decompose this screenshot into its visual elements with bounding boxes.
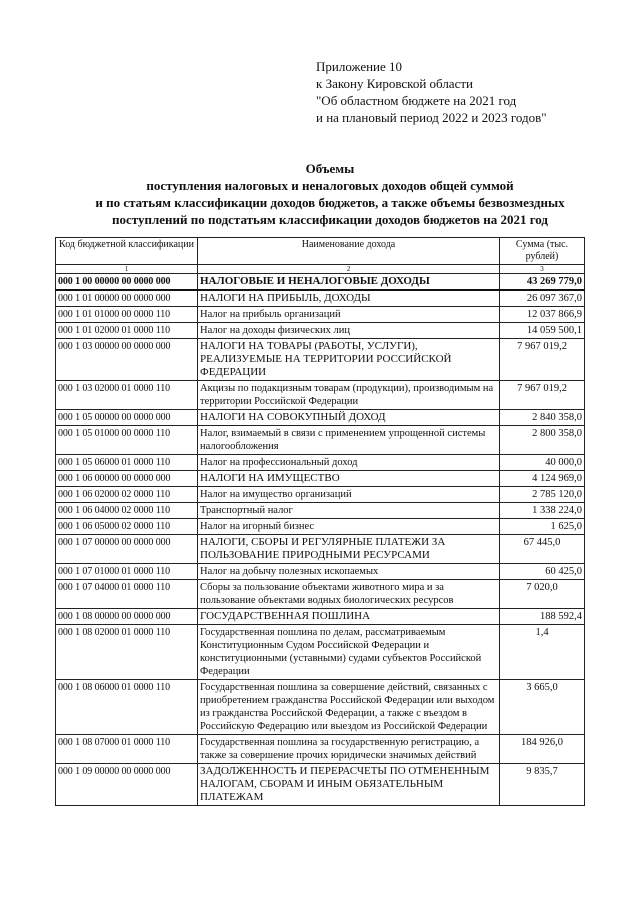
row-sum: 12 037 866,9: [500, 307, 585, 323]
title-line: поступлений по подстатьям классификации доходов бюджетов на 2021 год: [111, 212, 548, 227]
table-row: [56, 503, 585, 519]
row-code: 000 1 06 00000 00 0000 000: [56, 471, 198, 487]
header-code: Код бюджетной классификации: [56, 238, 198, 265]
row-code: 000 1 07 04000 01 0000 110: [56, 580, 198, 609]
table-header-row: [56, 238, 585, 265]
row-name: НАЛОГИ, СБОРЫ И РЕГУЛЯРНЫЕ ПЛАТЕЖИ ЗА ПОЛЬЗОВАНИЕ ПРИРОДНЫМИ РЕСУРСАМИ: [198, 535, 500, 564]
column-number: 2: [198, 265, 500, 274]
table-row: [56, 381, 585, 410]
row-name: НАЛОГИ НА ПРИБЫЛЬ, ДОХОДЫ: [198, 290, 500, 307]
row-code: 000 1 05 01000 00 0000 110: [56, 426, 198, 455]
row-code: 000 1 06 05000 02 0000 110: [56, 519, 198, 535]
row-sum: 26 097 367,0: [500, 290, 585, 307]
table-row: [56, 290, 585, 307]
row-code: 000 1 01 02000 01 0000 110: [56, 323, 198, 339]
document-title: [40, 160, 620, 228]
row-code: 000 1 06 04000 02 0000 110: [56, 503, 198, 519]
row-code: 000 1 05 06000 01 0000 110: [56, 455, 198, 471]
row-name: Налог на имущество организаций: [198, 487, 500, 503]
row-name: Акцизы по подакцизным товарам (продукции), производимым на территории Российской Федерации: [198, 381, 500, 410]
row-name: Налог на игорный бизнес: [198, 519, 500, 535]
row-code: 000 1 08 00000 00 0000 000: [56, 609, 198, 625]
row-sum: 2 840 358,0: [500, 410, 585, 426]
row-name: Налог на доходы физических лиц: [198, 323, 500, 339]
table-row: [56, 274, 585, 291]
row-sum: 43 269 779,0: [500, 274, 585, 291]
row-code: 000 1 08 02000 01 0000 110: [56, 625, 198, 680]
row-sum: 2 785 120,0: [500, 487, 585, 503]
row-sum: 40 000,0: [500, 455, 585, 471]
row-code: 000 1 01 00000 00 0000 000: [56, 290, 198, 307]
row-name: Государственная пошлина за государственную регистрацию, а также за совершение прочих юридически значимых действий: [198, 735, 500, 764]
row-name: НАЛОГИ НА ТОВАРЫ (РАБОТЫ, УСЛУГИ), РЕАЛИЗУЕМЫЕ НА ТЕРРИТОРИИ РОССИЙСКОЙ ФЕДЕРАЦИИ: [198, 339, 500, 381]
row-sum: 4 124 969,0: [500, 471, 585, 487]
row-sum: 2 800 358,0: [500, 426, 585, 455]
row-sum: 3 665,0: [500, 680, 585, 735]
revenue-table: [55, 237, 585, 806]
header-sum: Сумма (тыс. рублей): [500, 238, 585, 265]
row-name: Налог на прибыль организаций: [198, 307, 500, 323]
row-name: Транспортный налог: [198, 503, 500, 519]
title-line: и по статьям классификации доходов бюджетов, а также объемы безвозмездных: [95, 195, 565, 210]
row-sum: 1,4: [500, 625, 585, 680]
row-code: 000 1 07 00000 00 0000 000: [56, 535, 198, 564]
row-name: Налог на добычу полезных ископаемых: [198, 564, 500, 580]
table-row: [56, 323, 585, 339]
row-name: Налог, взимаемый в связи с применением упрощенной системы налогообложения: [198, 426, 500, 455]
row-name: НАЛОГИ НА СОВОКУПНЫЙ ДОХОД: [198, 410, 500, 426]
row-code: 000 1 03 00000 00 0000 000: [56, 339, 198, 381]
row-sum: 67 445,0: [500, 535, 585, 564]
row-name: НАЛОГИ НА ИМУЩЕСТВО: [198, 471, 500, 487]
row-name: Государственная пошлина по делам, рассматриваемым Конституционным Судом Российской Федерации и конституционными (уставными) судами субъектов Российской Федерации: [198, 625, 500, 680]
row-name: Налог на профессиональный доход: [198, 455, 500, 471]
row-sum: 9 835,7: [500, 764, 585, 806]
row-sum: 1 338 224,0: [500, 503, 585, 519]
table-row: [56, 487, 585, 503]
title-line: поступления налоговых и неналоговых доходов общей суммой: [146, 178, 514, 193]
table-row: [56, 580, 585, 609]
row-code: 000 1 00 00000 00 0000 000: [56, 274, 198, 291]
column-number-row: [56, 265, 585, 274]
table-row: [56, 564, 585, 580]
row-sum: 7 967 019,2: [500, 381, 585, 410]
table-row: [56, 764, 585, 806]
row-code: 000 1 08 07000 01 0000 110: [56, 735, 198, 764]
row-name: НАЛОГОВЫЕ И НЕНАЛОГОВЫЕ ДОХОДЫ: [198, 274, 500, 291]
table-row: [56, 307, 585, 323]
row-code: 000 1 05 00000 00 0000 000: [56, 410, 198, 426]
appendix-line: и на плановый период 2022 и 2023 годов": [316, 110, 547, 125]
row-code: 000 1 07 01000 01 0000 110: [56, 564, 198, 580]
appendix-line: Приложение 10: [316, 59, 403, 74]
table-row: [56, 455, 585, 471]
row-sum: 14 059 500,1: [500, 323, 585, 339]
table-row: [56, 680, 585, 735]
table-row: [56, 735, 585, 764]
table-row: [56, 535, 585, 564]
table-row: [56, 426, 585, 455]
row-sum: 7 020,0: [500, 580, 585, 609]
row-code: 000 1 06 02000 02 0000 110: [56, 487, 198, 503]
row-sum: 60 425,0: [500, 564, 585, 580]
row-sum: 184 926,0: [500, 735, 585, 764]
title-line: Объемы: [305, 161, 355, 176]
table-row: [56, 471, 585, 487]
table-row: [56, 625, 585, 680]
table-row: [56, 410, 585, 426]
row-name: Сборы за пользование объектами животного мира и за пользование объектами водных биологических ресурсов: [198, 580, 500, 609]
column-number: 1: [56, 265, 198, 274]
row-sum: 188 592,4: [500, 609, 585, 625]
column-number: 3: [500, 265, 585, 274]
row-sum: 7 967 019,2: [500, 339, 585, 381]
appendix-line: к Закону Кировской области: [316, 76, 473, 91]
row-name: Государственная пошлина за совершение действий, связанных с приобретением гражданства Российской Федерации или выходом из гражданства Российской Федерации, а также с въездом в Российскую Федерацию или выездом из Российской Федерации: [198, 680, 500, 735]
row-code: 000 1 03 02000 01 0000 110: [56, 381, 198, 410]
table-row: [56, 519, 585, 535]
row-code: 000 1 01 01000 00 0000 110: [56, 307, 198, 323]
header-name: Наименование дохода: [198, 238, 500, 265]
appendix-line: "Об областном бюджете на 2021 год: [316, 93, 517, 108]
row-code: 000 1 08 06000 01 0000 110: [56, 680, 198, 735]
row-code: 000 1 09 00000 00 0000 000: [56, 764, 198, 806]
appendix-header: [316, 58, 547, 126]
row-sum: 1 625,0: [500, 519, 585, 535]
table-row: [56, 339, 585, 381]
table-row: [56, 609, 585, 625]
row-name: ГОСУДАРСТВЕННАЯ ПОШЛИНА: [198, 609, 500, 625]
row-name: ЗАДОЛЖЕННОСТЬ И ПЕРЕРАСЧЕТЫ ПО ОТМЕНЕННЫМ НАЛОГАМ, СБОРАМ И ИНЫМ ОБЯЗАТЕЛЬНЫМ ПЛАТЕЖАМ: [198, 764, 500, 806]
